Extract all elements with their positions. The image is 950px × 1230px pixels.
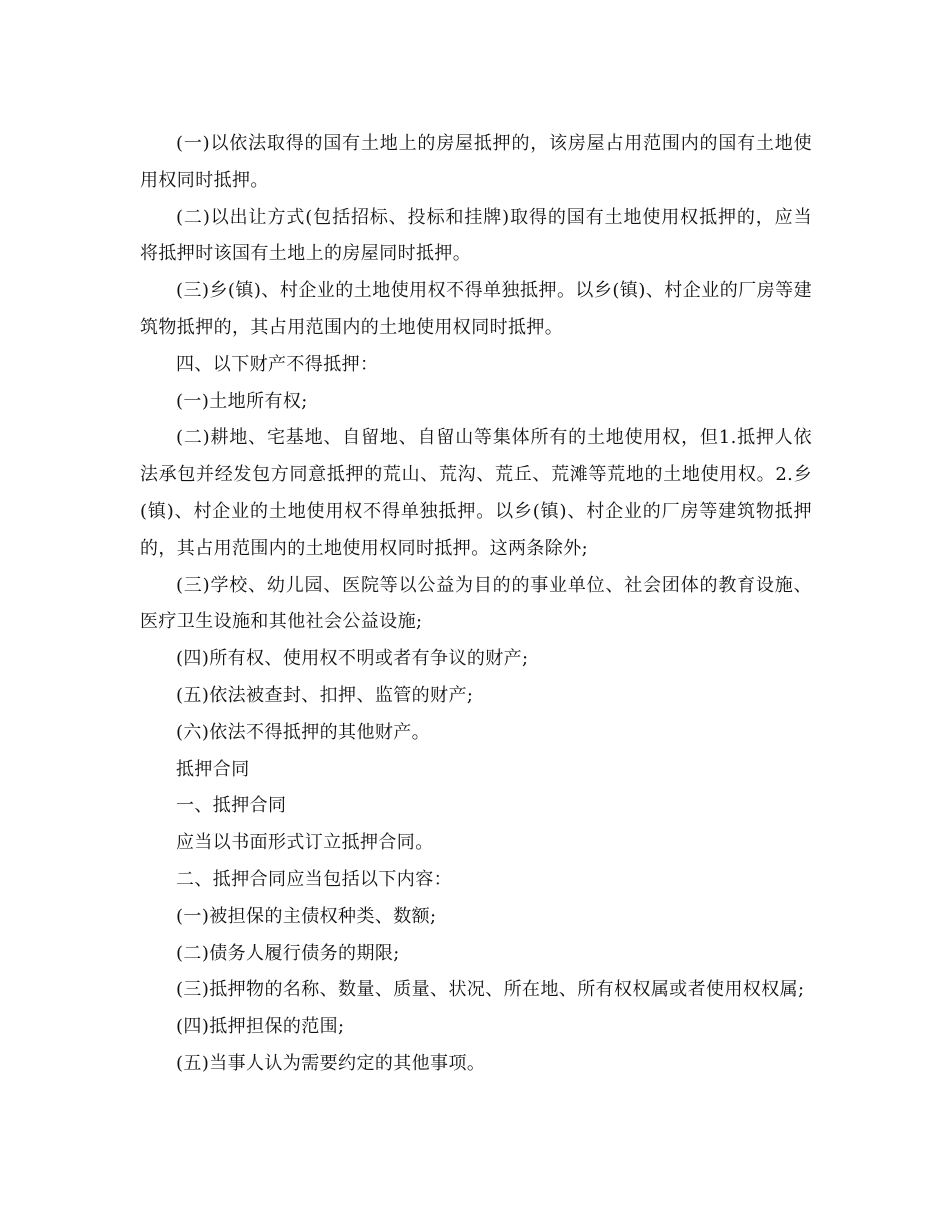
- paragraph-13: 应当以书面形式订立抵押合同。: [176, 832, 434, 854]
- paragraph-1: (一)以依法取得的国有土地上的房屋抵押的，该房屋占用范围内的国有土地使用权同时抵押。: [140, 133, 812, 191]
- paragraph-19: (五)当事人认为需要约定的其他事项。: [176, 1052, 486, 1074]
- paragraph-9: (五)依法被查封、扣押、监管的财产;: [176, 684, 474, 706]
- paragraph-15: (一)被担保的主债权种类、数额;: [176, 905, 437, 927]
- paragraph-8: (四)所有权、使用权不明或者有争议的财产;: [176, 648, 529, 670]
- paragraph-2: (二)以出让方式(包括招标、投标和挂牌)取得的国有土地使用权抵押的，应当将抵押时该国有土地上的房屋同时抵押。: [140, 206, 812, 265]
- section-heading-4: 四、以下财产不得抵押：: [176, 353, 379, 375]
- paragraph-16: (二)债务人履行债务的期限;: [176, 942, 400, 964]
- paragraph-18: (四)抵押担保的范围;: [176, 1016, 345, 1038]
- section-title: 抵押合同: [176, 758, 250, 780]
- section-heading-2: 二、抵押合同应当包括以下内容：: [176, 868, 452, 890]
- paragraph-5: (一)土地所有权;: [176, 390, 308, 412]
- section-heading-1: 一、抵押合同: [176, 795, 287, 817]
- paragraph-3: (三)乡(镇)、村企业的土地使用权不得单独抵押。以乡(镇)、村企业的厂房等建筑物抵押的，其占用范围内的土地使用权同时抵押。: [140, 280, 812, 338]
- paragraph-6: (二)耕地、宅基地、自留地、自留山等集体所有的土地使用权，但1.抵押人依法承包并经发包方同意抵押的荒山、荒沟、荒丘、荒滩等荒地的土地使用权。2.乡(镇)、村企业的土地使用权不得单独抵押。以乡(镇)、村企业的厂房等建筑物抵押的，其占用范围内的土地使用权同时抵押。这两条除外;: [140, 427, 812, 559]
- paragraph-17: (三)抵押物的名称、数量、质量、状况、所在地、所有权权属或者使用权权属;: [176, 979, 805, 1001]
- paragraph-7: (三)学校、幼儿园、医院等以公益为目的的事业单位、社会团体的教育设施、医疗卫生设施和其他社会公益设施;: [140, 574, 812, 633]
- paragraph-10: (六)依法不得抵押的其他财产。: [176, 721, 431, 743]
- document-body: [140, 126, 812, 1083]
